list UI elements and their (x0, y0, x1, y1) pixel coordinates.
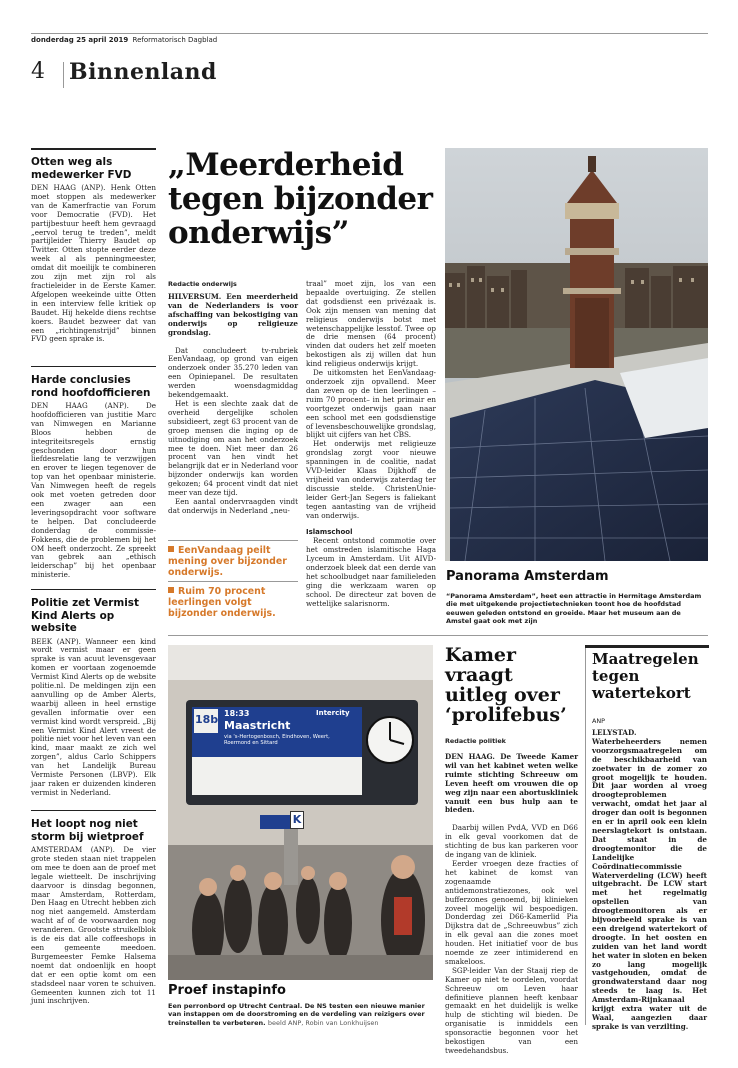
kamer-byline: Redactie politiek (445, 737, 506, 745)
bullet-square-icon (168, 587, 174, 593)
paragraph: traal” moet zijn, los van een bepaalde overtuiging. Ze stellen dat godsdienst een privézaak is. Ook zijn mensen van mening dat religieus onderwijs botst met wetenschappelijke lesstof. Twee op de drie mensen (64 procent) vinden dat ouders het zelf moeten bekostigen als zij willen dat hun kind religieus onderwijs krijgt. (306, 279, 436, 369)
water-body: LELYSTAD. Waterbeheerders nemen voorzorgsmaatregelen om de beschikbaarheid van zoetwater in de zomer zo groot mogelijk te houden. Dit jaar worden al vroeg droogteproblemen verwacht, omdat het jaar al droger dan ooit is begonnen en er in april ook een klein neerslagtekort is ontstaan. Dat staat in de droogtemonitor die de Landelijke Coördinatiecommissie Waterverdeling (LCW) heeft uitgebracht. De LCW start met het regelmatig opstellen van droogtemonitoren als er bijvoorbeeld sprake is van een dreigend watertekort of droogte. In het oosten en zuiden van het land wordt het water in sloten en beken zo lang mogelijk vastgehouden, omdat de grondwaterstand daar nog steeds te laag is. Het Amsterdam-Rijnkanaal krijgt extra water uit de Waal, aangezien daar sprake is van verzilting. (592, 728, 707, 1031)
paragraph: Dat concludeert tv-rubriek EenVandaag, op grond van eigen onderzoek onder 35.270 leden van een Opiniepanel. De resultaten werden woensdagmiddag bekendgemaakt. (168, 345, 298, 400)
brief-body: DEN HAAG (ANP). De hoofdofficieren van justitie Marc van Nimwegen en Marianne Bloos hebben de integriteitsregels ernstig geschonden door hun liefdesrelatie lang te verzwijgen en erover te liegen tegenover de top van het openbaar ministerie. Van Nimwegen heeft de regels ook met voeten getreden door een zwager aan een leveringsopdracht voor software te helpen. Dat concludeerde donderdag de commissie-Fokkens, die de problemen bij het OM heeft onderzocht. Ze spreekt van gebrek aan „ethisch leiderschap” bij het openbaar ministerie. (31, 401, 156, 580)
brief-otten (31, 156, 156, 344)
brief-body: DEN HAAG (ANP). Henk Otten moet stoppen als medewerker van de Kamerfractie van Forum voor Democratie (FVD). Het partijbestuur heeft hem gevraagd „eervol terug te treden”, meldt partijleider Thierry Baudet op Twitter. Otten stopte eerder deze week al als penningmeester, omdat dit moeilijk te combineren zou zijn met zijn rol als fractieleider in de Eerste Kamer. Afgelopen weekeinde uitte Otten in een interview felle kritiek op Baudet. Hij hekelde diens rechtse koers. Baudet bezweer dat van een „richtingenstrijd” binnen FVD geen sprake is. (31, 183, 156, 344)
paragraph: De uitkomsten het EenVandaag-onderzoek zijn opvallend. Meer dan zeven op de tien leerlingen –ruim 70 procent– in het primair en voortgezet onderwijs gaan naar een school met een godsdienstige of levensbeschouwelijke grondslag, blijkt uit cijfers van het CBS. (306, 368, 436, 440)
sign-letter: K (290, 811, 304, 829)
main-lead: HILVERSUM. Een meerderheid van de Nederlanders is voor afschaffing van bekostiging van onderwijs op religieuze grondslag. (168, 292, 298, 337)
main-col-2 (306, 280, 436, 609)
water-byline: ANP (592, 717, 606, 725)
brief-wietproef (31, 818, 156, 1006)
page-number: 4 (31, 59, 45, 84)
teaser-text: Ruim 70 procent leerlingen volgt bijzonder onderwijs. (168, 586, 276, 619)
brief-headline: Politie zet Vermist Kind Alerts op website (31, 597, 139, 634)
panorama-photo (445, 148, 708, 561)
brief-hoofdofficieren (31, 374, 156, 580)
main-article (168, 148, 436, 628)
kamer-article (445, 645, 578, 1056)
main-subhead: Islamschool (306, 528, 353, 537)
sign-via: via 's-Hertogenbosch, Eindhoven, Weert, Roermond en Sittard (224, 734, 330, 747)
brief-body: AMSTERDAM (ANP). De vier grote steden staan niet trappelen om mee te doen aan de proef met legale wietteelt. De inschrijving daarvoor is dinsdag begonnen, maar Amsterdam, Rotterdam, Den Haag en Utrecht hebben zich nog niet aangemeld. Amsterdam wacht af of de voorwaarden nog veranderen. Grootste struikelblok is de eis dat alle coffeeshops in een gemeente meedoen. Burgemeester Femke Halsema noemt dat ondoenlijk en hoopt dat er een optie komt om een stadsdeel naar voren te schuiven. Gemeenten kunnen zich tot 11 juni inschrijven. (31, 845, 156, 1006)
bullet-square-icon (168, 546, 174, 552)
proef-caption-text: Een perronbord op Utrecht Centraal. De NS testen een nieuwe manier van instappen om de doorstroming en de verdeling van reizigers over treinstellen te verbeteren. (168, 1002, 425, 1027)
water-article (585, 645, 708, 1031)
water-headline: Maatregelen tegen watertekort (592, 650, 699, 702)
rooftop-solar-panels-image (445, 148, 708, 561)
brief-vermist (31, 597, 156, 798)
proef-title: Proef instapinfo (168, 983, 286, 998)
main-headline: „Meerderheid tegen bijzonder onderwijs” (168, 147, 433, 251)
kamer-headline: Kamer vraagt uitleg over ‘prolifebus’ (445, 644, 567, 726)
kamer-body (445, 753, 578, 1056)
sign-platform-number: 18b (195, 713, 219, 726)
paragraph: Eerder vroegen deze fracties of het kabinet de komst van zogenaamde antidemonstratiezones, ook wel bufferzones genoemd, bij klinieken zoveel mogelijk wil bespoedigen. Donderdag zei D66-Kamerlid Pia Dijkstra dat de „Schreeuwbus” zich in elk geval aan die zones moet houden. Het initiatief voor de bus noemde ze zeer intimiderend en smakeloos. (445, 858, 578, 966)
brief-body: BEEK (ANP). Wanneer een kind wordt vermist maar er geen sprake is van acuut levensgevaar komen er voortaan zogenoemde Vermist Kind Alerts op de website politie.nl. De meldingen zijn een aanvulling op de Amber Alerts, waarbij alleen in heel ernstige gevallen informatie over een vermist kind wordt verspreid. „Bij een Vermist Kind Alert vreest de politie niet voor het leven van een kind, maar maakt ze zich wel zorgen”, aldus Carlo Schippers van het Landelijk Bureau Vermiste Personen (LBVP). Elk jaar raken er duizenden kinderen vermist in Nederland. (31, 636, 156, 797)
sign-time: 18:33 (224, 709, 250, 718)
paragraph: Recent ontstond commotie over het omstreden islamitische Haga Lyceum in Amsterdam. Uit AIVD-onderzoek bleek dat een derde van het schoolbudget naar familieleden ging die werkzaam waren op school. De directeur zat boven de wettelijke salarisnorm. (306, 536, 436, 608)
section-title: Binnenland (69, 59, 217, 85)
teaser-2[interactable] (168, 586, 298, 619)
teaser-text: EenVandaag peilt mening over bijzonder onderwijs. (168, 545, 287, 578)
paragraph: Een aantal ondervraagden vindt dat onderwijs in Nederland „neu- (168, 496, 298, 515)
sign-destination: Maastricht (224, 719, 291, 732)
proef-caption (168, 1002, 433, 1027)
proef-photo (168, 645, 433, 980)
panorama-title: Panorama Amsterdam (446, 569, 609, 584)
paragraph: Daarbij willen PvdA, VVD en D66 in elk geval voorkomen dat de stichting de bus kan parkeren voor de ingang van de kliniek. (445, 823, 578, 860)
brief-headline: Het loopt nog niet storm bij wietproef (31, 818, 144, 843)
panorama-caption: “Panorama Amsterdam”, heet een attractie in Hermitage Amsterdam die met uitgekende projectietechnieken toont hoe de hoofdstad eeuwen geleden ontstond en groeide. Maar het museum aan de Amstel gaat ook met zijn (446, 592, 702, 626)
teaser-1[interactable] (168, 545, 298, 578)
paragraph: Het onderwijs met religieuze grondslag zorgt voor nieuwe spanningen in de coalitie, nadat VVD-leider Klaas Dijkhoff de vrijheid van onderwijs zaterdag ter discussie stelde. ChristenUnie-leider Gert-Jan Segers is faliekant tegen aantasting van de vrijheid van onderwijs. (306, 439, 436, 520)
paragraph: Het is een slechte zaak dat de overheid dergelijke scholen subsidieert, zegt 63 procent van de groep mensen die inging op de uitnodiging om aan het onderzoek mee te doen. Niet meer dan 26 procent van hen vindt het belangrijk dat er in Nederland voor bijzonder onderwijs kan worden gekozen; 64 procent vindt dat niet meer van deze tijd. (168, 398, 298, 498)
issue-date: donderdag 25 april 2019 (31, 36, 129, 44)
brief-headline: Harde conclusies rond hoofdofficieren (31, 374, 151, 399)
paragraph: SGP-leider Van der Staaij riep de Kamer op niet te oordelen, voordat Schreeuw om Leven haar definitieve plannen heeft kenbaar gemaakt en het duidelijk is welke hulp de stichting wil bieden. De organisatie is inmiddels een sponsoractie begonnen voor het bekostigen van een tweedehandsbus. (445, 965, 578, 1055)
main-col-1 (168, 293, 298, 516)
masthead (31, 0, 708, 95)
sign-train-type: Intercity (316, 709, 350, 717)
paper-name: Reformatorisch Dagblad (132, 36, 218, 44)
brief-headline: Otten weg als medewerker FVD (31, 156, 132, 181)
proef-credit: beeld ANP, Robin van Lonkhuijsen (267, 1018, 379, 1027)
kamer-lead: DEN HAAG. De Tweede Kamer wil van het kabinet weten welke ruimte stichting Schreeuw om Leven heeft om vrouwen die op weg zijn naar een abortuskliniek vanuit een bus hulp aan te bieden. (445, 752, 578, 815)
main-byline: Redactie onderwijs (168, 280, 237, 288)
